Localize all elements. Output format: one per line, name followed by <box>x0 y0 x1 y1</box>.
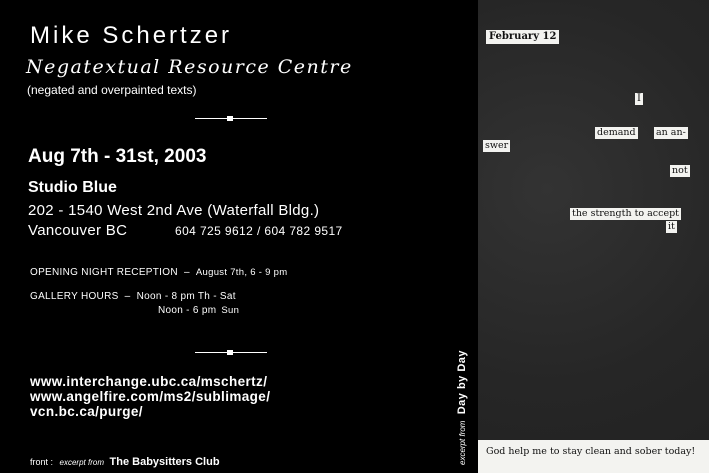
exhibition-title: Negatextual Resource Centre <box>26 56 353 78</box>
word-not: not <box>672 165 688 176</box>
side-title: Day by Day <box>456 349 468 415</box>
date-header: February 12 <box>486 30 559 44</box>
artist-name: Mike Schertzer <box>30 22 233 49</box>
front-credit <box>30 456 220 468</box>
word-strength: the strength to accept <box>572 208 679 219</box>
gallery-hours <box>30 291 236 302</box>
hours-line2-day: Sun <box>221 305 240 316</box>
hours-dash: – <box>124 291 131 302</box>
website-link-1[interactable]: www.interchange.ubc.ca/mschertz/ <box>30 374 268 389</box>
divider-bottom <box>195 346 267 360</box>
opening-dash: – <box>183 267 190 278</box>
venue-city: Vancouver BC <box>28 222 128 239</box>
venue-address: 202 - 1540 West 2nd Ave (Waterfall Bldg.) <box>28 202 320 219</box>
divider-top <box>195 112 267 126</box>
hours-line2 <box>158 305 239 316</box>
website-link-2[interactable]: www.angelfire.com/ms2/sublimage/ <box>30 389 271 404</box>
hours-line2-time: Noon - 6 pm <box>158 305 217 316</box>
word-it: it <box>668 221 675 232</box>
word-demand: demand <box>597 127 636 138</box>
word-swer: swer <box>485 140 509 151</box>
overpainted-page <box>478 0 709 473</box>
opening-label: OPENING NIGHT RECEPTION <box>30 267 178 278</box>
front-title: The Babysitters Club <box>109 456 220 468</box>
opening-reception <box>30 267 287 278</box>
word-i: I <box>637 93 641 104</box>
venue-phones: 604 725 9612 / 604 782 9517 <box>175 224 343 238</box>
hours-line1: Noon - 8 pm Th - Sat <box>136 291 236 302</box>
front-excerpt-label: excerpt from <box>59 458 104 467</box>
exhibition-dates: Aug 7th - 31st, 2003 <box>28 146 207 167</box>
word-an-an: an an- <box>656 127 686 138</box>
front-label: front : <box>30 457 54 467</box>
closing-line: God help me to stay clean and sober today! <box>486 446 696 457</box>
website-link-3[interactable]: vcn.bc.ca/purge/ <box>30 404 143 419</box>
side-excerpt-label: excerpt from <box>458 420 467 465</box>
exhibition-subtitle: (negated and overpainted texts) <box>27 83 197 97</box>
closing-strip <box>478 440 709 473</box>
venue-name: Studio Blue <box>28 179 117 196</box>
hours-label: GALLERY HOURS <box>30 291 119 302</box>
side-credit <box>456 350 468 465</box>
opening-detail: August 7th, 6 - 9 pm <box>195 267 288 278</box>
